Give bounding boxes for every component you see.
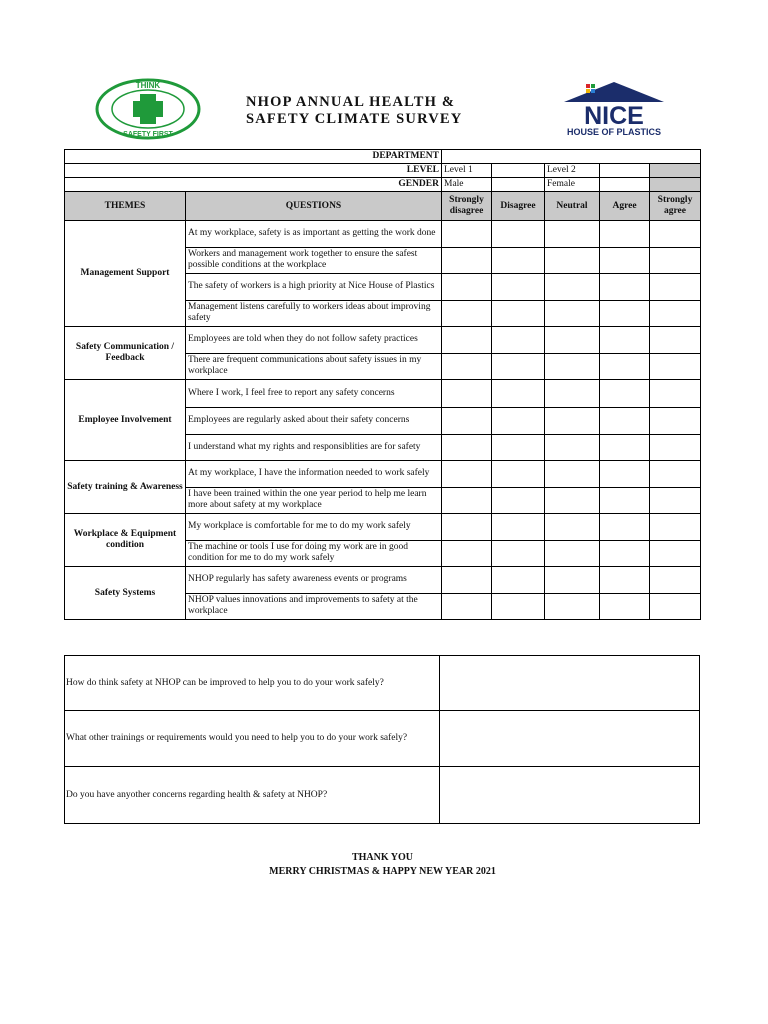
rating-cell-disagree[interactable] xyxy=(492,247,545,274)
open-question-text: What other trainings or requirements would you need to help you to do your work safely? xyxy=(65,711,440,767)
level-blank xyxy=(650,164,701,178)
rating-cell-strongly-disagree[interactable] xyxy=(442,327,492,354)
footer xyxy=(64,851,701,879)
title-line-1: NHOP ANNUAL HEALTH & xyxy=(246,94,456,110)
level-row xyxy=(65,164,701,178)
department-field[interactable] xyxy=(442,150,701,164)
rating-cell-strongly-disagree[interactable] xyxy=(442,353,492,380)
question-text: NHOP regularly has safety awareness events or programs xyxy=(186,567,442,594)
logo-text-bottom: SAFETY FIRST xyxy=(123,131,173,138)
rating-cell-strongly-agree[interactable] xyxy=(650,353,701,380)
rating-cell-strongly-agree[interactable] xyxy=(650,274,701,301)
rating-cell-neutral[interactable] xyxy=(545,353,600,380)
rating-cell-disagree[interactable] xyxy=(492,567,545,594)
rating-cell-strongly-agree[interactable] xyxy=(650,221,701,248)
open-question-row xyxy=(65,767,700,824)
rating-cell-agree[interactable] xyxy=(600,487,650,514)
rating-cell-disagree[interactable] xyxy=(492,380,545,408)
rating-cell-strongly-agree[interactable] xyxy=(650,408,701,435)
theme-label: Workplace & Equipment condition xyxy=(65,514,186,567)
question-rows xyxy=(65,221,701,620)
rating-cell-neutral[interactable] xyxy=(545,274,600,301)
gender-row xyxy=(65,178,701,192)
gender-female-option[interactable]: Female xyxy=(545,178,600,192)
rating-cell-agree[interactable] xyxy=(600,300,650,327)
rating-cell-disagree[interactable] xyxy=(492,540,545,567)
rating-cell-neutral[interactable] xyxy=(545,514,600,541)
rating-cell-disagree[interactable] xyxy=(492,593,545,620)
rating-cell-strongly-agree[interactable] xyxy=(650,300,701,327)
rating-cell-neutral[interactable] xyxy=(545,540,600,567)
theme-label: Safety Communication / Feedback xyxy=(65,327,186,380)
rating-cell-strongly-agree[interactable] xyxy=(650,487,701,514)
rating-cell-strongly-agree[interactable] xyxy=(650,514,701,541)
question-text: Workers and management work together to ensure the safest possible conditions at the workplace xyxy=(186,247,442,274)
page-title xyxy=(246,94,462,128)
open-answer-field[interactable] xyxy=(440,656,700,711)
rating-cell-disagree[interactable] xyxy=(492,514,545,541)
department-label: DEPARTMENT xyxy=(65,150,442,164)
question-text: My workplace is comfortable for me to do my work safely xyxy=(186,514,442,541)
open-question-row xyxy=(65,711,700,767)
rating-cell-agree[interactable] xyxy=(600,593,650,620)
rating-cell-agree[interactable] xyxy=(600,514,650,541)
question-row xyxy=(65,567,701,594)
rating-cell-disagree[interactable] xyxy=(492,461,545,488)
open-questions-table xyxy=(64,655,700,824)
rating-cell-strongly-agree[interactable] xyxy=(650,434,701,461)
department-row xyxy=(65,150,701,164)
survey-sheet xyxy=(64,64,701,877)
rating-cell-strongly-disagree[interactable] xyxy=(442,461,492,488)
rating-cell-agree[interactable] xyxy=(600,540,650,567)
question-row xyxy=(65,461,701,488)
rating-cell-agree[interactable] xyxy=(600,353,650,380)
question-text: I have been trained within the one year period to help me learn more about safety at my workplace xyxy=(186,487,442,514)
rating-cell-strongly-agree[interactable] xyxy=(650,461,701,488)
theme-label: Management Support xyxy=(65,221,186,327)
rating-cell-strongly-disagree[interactable] xyxy=(442,567,492,594)
question-row xyxy=(65,327,701,354)
column-header-row xyxy=(65,192,701,221)
gender-female-check[interactable] xyxy=(600,178,650,192)
rating-cell-agree[interactable] xyxy=(600,274,650,301)
rating-cell-strongly-disagree[interactable] xyxy=(442,487,492,514)
question-text: The safety of workers is a high priority at Nice House of Plastics xyxy=(186,274,442,301)
rating-cell-strongly-disagree[interactable] xyxy=(442,434,492,461)
rating-cell-strongly-agree[interactable] xyxy=(650,247,701,274)
theme-label: Safety Systems xyxy=(65,567,186,620)
rating-cell-strongly-disagree[interactable] xyxy=(442,247,492,274)
open-answer-field[interactable] xyxy=(440,767,700,824)
open-question-text: Do you have anyother concerns regarding health & safety at NHOP? xyxy=(65,767,440,824)
col-questions: QUESTIONS xyxy=(186,192,442,221)
question-text: Where I work, I feel free to report any safety concerns xyxy=(186,380,442,408)
rating-cell-neutral[interactable] xyxy=(545,593,600,620)
rating-cell-strongly-disagree[interactable] xyxy=(442,593,492,620)
rating-cell-disagree[interactable] xyxy=(492,274,545,301)
rating-cell-agree[interactable] xyxy=(600,327,650,354)
rating-cell-strongly-agree[interactable] xyxy=(650,327,701,354)
open-question-text: How do think safety at NHOP can be improved to help you to do your work safely? xyxy=(65,656,440,711)
level-label: LEVEL xyxy=(65,164,442,178)
rating-cell-neutral[interactable] xyxy=(545,247,600,274)
col-themes: THEMES xyxy=(65,192,186,221)
rating-cell-neutral[interactable] xyxy=(545,408,600,435)
rating-cell-strongly-disagree[interactable] xyxy=(442,408,492,435)
rating-cell-strongly-disagree[interactable] xyxy=(442,380,492,408)
question-text: Management listens carefully to workers ideas about improving safety xyxy=(186,300,442,327)
question-text: I understand what my rights and responsiblities are for safety xyxy=(186,434,442,461)
question-row xyxy=(65,514,701,541)
rating-cell-neutral[interactable] xyxy=(545,221,600,248)
col-neutral: Neutral xyxy=(545,192,600,221)
logo-name: NICE xyxy=(584,102,644,130)
thank-you-text: THANK YOU xyxy=(351,852,414,863)
gender-label: GENDER xyxy=(65,178,442,192)
question-text: The machine or tools I use for doing my work are in good condition for me to do my work safely xyxy=(186,540,442,567)
col-disagree: Disagree xyxy=(492,192,545,221)
nice-house-of-plastics-logo xyxy=(560,80,668,138)
rating-cell-agree[interactable] xyxy=(600,380,650,408)
rating-cell-agree[interactable] xyxy=(600,461,650,488)
rating-cell-strongly-disagree[interactable] xyxy=(442,274,492,301)
question-row xyxy=(65,380,701,408)
title-line-2: SAFETY CLIMATE SURVEY xyxy=(246,111,463,127)
col-strongly-disagree: Strongly disagree xyxy=(442,192,492,221)
level-1-option[interactable]: Level 1 xyxy=(442,164,492,178)
rating-cell-neutral[interactable] xyxy=(545,300,600,327)
rating-cell-disagree[interactable] xyxy=(492,434,545,461)
think-safety-first-logo xyxy=(94,78,202,140)
col-agree: Agree xyxy=(600,192,650,221)
rating-cell-strongly-agree[interactable] xyxy=(650,567,701,594)
rating-cell-neutral[interactable] xyxy=(545,380,600,408)
rating-cell-strongly-disagree[interactable] xyxy=(442,300,492,327)
rating-cell-strongly-disagree[interactable] xyxy=(442,514,492,541)
rating-cell-neutral[interactable] xyxy=(545,434,600,461)
rating-cell-disagree[interactable] xyxy=(492,487,545,514)
rating-cell-strongly-agree[interactable] xyxy=(650,540,701,567)
rating-cell-agree[interactable] xyxy=(600,434,650,461)
theme-label: Safety training & Awareness xyxy=(65,461,186,514)
level-2-check[interactable] xyxy=(600,164,650,178)
rating-cell-disagree[interactable] xyxy=(492,353,545,380)
logo-text-top: THINK xyxy=(135,81,161,90)
level-2-option[interactable]: Level 2 xyxy=(545,164,600,178)
question-text: Employees are regularly asked about their safety concerns xyxy=(186,408,442,435)
rating-cell-strongly-disagree[interactable] xyxy=(442,540,492,567)
rating-cell-disagree[interactable] xyxy=(492,300,545,327)
rating-cell-disagree[interactable] xyxy=(492,327,545,354)
open-answer-field[interactable] xyxy=(440,711,700,767)
rating-cell-agree[interactable] xyxy=(600,221,650,248)
greeting-text: MERRY CHRISTMAS & HAPPY NEW YEAR 2021 xyxy=(269,866,496,877)
question-text: Employees are told when they do not follow safety practices xyxy=(186,327,442,354)
level-1-check[interactable] xyxy=(492,164,545,178)
rating-cell-agree[interactable] xyxy=(600,408,650,435)
rating-cell-strongly-agree[interactable] xyxy=(650,380,701,408)
rating-cell-strongly-agree[interactable] xyxy=(650,593,701,620)
rating-cell-neutral[interactable] xyxy=(545,327,600,354)
logo-subtitle: HOUSE OF PLASTICS xyxy=(566,127,662,137)
rating-cell-strongly-disagree[interactable] xyxy=(442,221,492,248)
rating-cell-agree[interactable] xyxy=(600,247,650,274)
question-row xyxy=(65,221,701,248)
survey-header xyxy=(64,64,701,148)
rating-cell-neutral[interactable] xyxy=(545,461,600,488)
rating-cell-disagree[interactable] xyxy=(492,221,545,248)
question-text: At my workplace, safety is as important as getting the work done xyxy=(186,221,442,248)
gender-blank xyxy=(650,178,701,192)
question-text: There are frequent communications about safety issues in my workplace xyxy=(186,353,442,380)
rating-cell-disagree[interactable] xyxy=(492,408,545,435)
open-question-row xyxy=(65,656,700,711)
survey-table xyxy=(64,149,701,620)
rating-cell-neutral[interactable] xyxy=(545,487,600,514)
col-strongly-agree: Strongly agree xyxy=(650,192,701,221)
gender-male-check[interactable] xyxy=(492,178,545,192)
question-text: At my workplace, I have the information needed to work safely xyxy=(186,461,442,488)
gender-male-option[interactable]: Male xyxy=(442,178,492,192)
rating-cell-agree[interactable] xyxy=(600,567,650,594)
theme-label: Employee Involvement xyxy=(65,380,186,461)
rating-cell-neutral[interactable] xyxy=(545,567,600,594)
question-text: NHOP values innovations and improvements to safety at the workplace xyxy=(186,593,442,620)
